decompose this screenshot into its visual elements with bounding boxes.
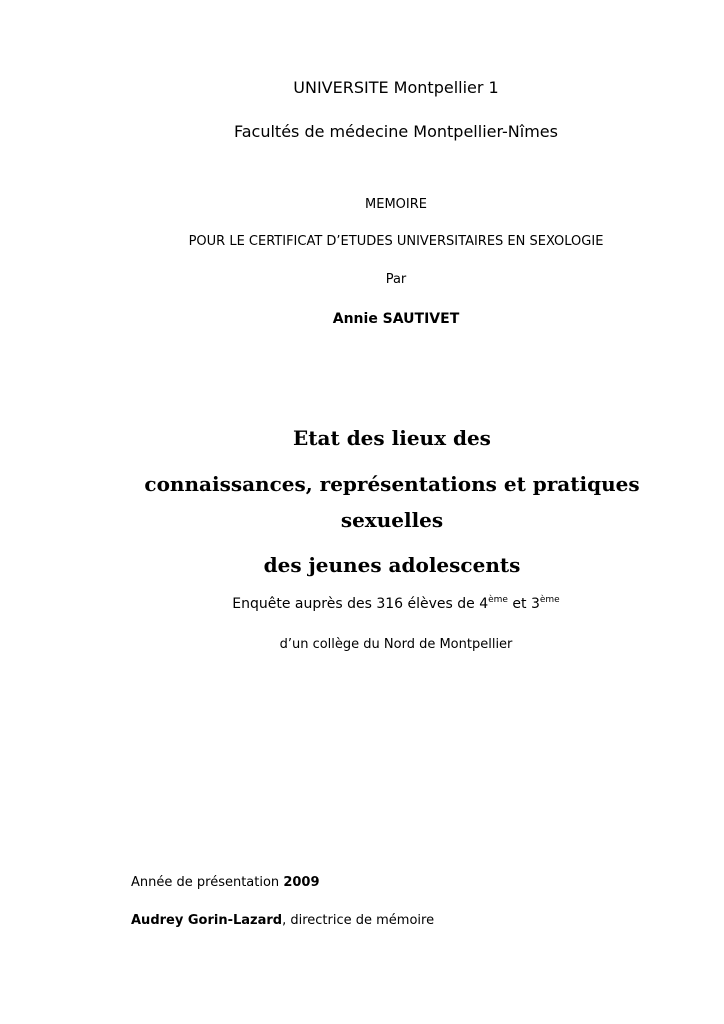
year-label: Année de présentation [131,875,284,890]
title-line-4: des jeunes adolescents [263,553,521,577]
faculty-name: Facultés de médecine Montpellier-Nîmes [234,122,558,141]
thesis-director [131,913,434,928]
year-value: 2009 [283,875,320,890]
director-name: Audrey Gorin-Lazard [131,913,283,928]
document-type: MEMOIRE [365,197,427,212]
survey-text-middle: et 3 [507,596,540,612]
presentation-year [131,875,320,890]
title-line-1: Etat des lieux des [293,426,491,450]
survey-description [34,595,724,612]
university-name: UNIVERSITE Montpellier 1 [293,78,499,97]
author-name: Annie SAUTIVET [332,311,460,327]
by-label: Par [385,272,407,287]
college-location: d’un collège du Nord de Montpellier [279,637,513,652]
grade-superscript-2: ème [539,595,560,605]
survey-text-prefix: Enquête auprès des 316 élèves de 4 [232,596,489,612]
director-role: , directrice de mémoire [282,913,435,928]
title-line-3: sexuelles [340,508,444,532]
title-line-2: connaissances, représentations et pratiques [144,472,640,496]
grade-superscript-1: ème [488,595,508,605]
certificate-name: POUR LE CERTIFICAT D’ETUDES UNIVERSITAIRES EN SEXOLOGIE [188,234,604,249]
